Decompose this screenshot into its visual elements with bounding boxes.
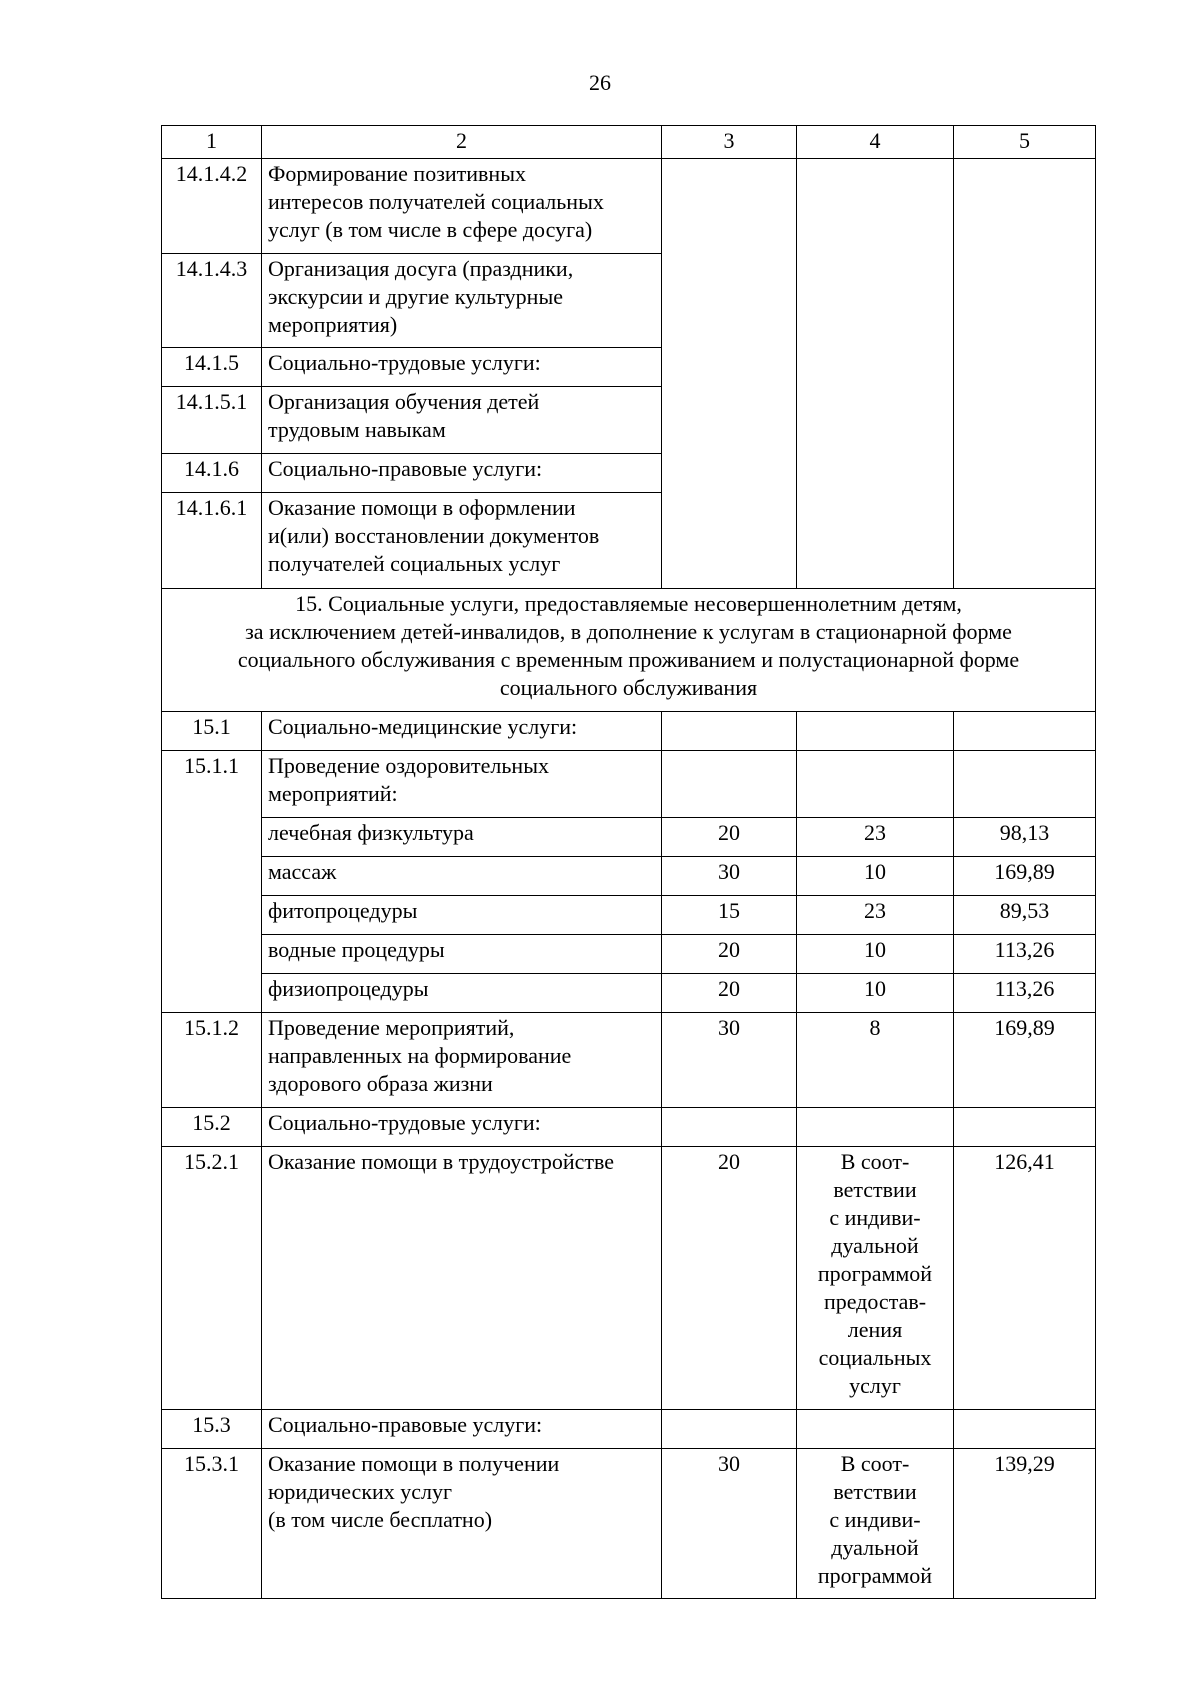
table-row (162, 1147, 1096, 1410)
section-heading-row (162, 589, 1096, 712)
col3-value: 30 (662, 1013, 797, 1108)
procedure-name: массаж (262, 857, 662, 896)
col3-value: 30 (662, 857, 797, 896)
services-table (161, 125, 1096, 1599)
col5-value: 89,53 (954, 896, 1096, 935)
col5-value: 169,89 (954, 857, 1096, 896)
col5-value: 139,29 (954, 1449, 1096, 1599)
empty-cell (797, 1410, 954, 1449)
col4-value: В соот- ветствии с индиви- дуальной программой предостав- ления социальных услуг (797, 1147, 954, 1410)
empty-cell (954, 1108, 1096, 1147)
table-row (162, 1449, 1096, 1599)
col4-value: 23 (797, 896, 954, 935)
procedure-name: лечебная физкультура (262, 818, 662, 857)
col4-value: 10 (797, 935, 954, 974)
empty-cell (662, 159, 797, 589)
empty-cell (954, 159, 1096, 589)
col5-value: 113,26 (954, 935, 1096, 974)
col4-value: 8 (797, 1013, 954, 1108)
column-number-row (162, 126, 1096, 159)
empty-cell (662, 1108, 797, 1147)
table-row (162, 712, 1096, 751)
table-row (162, 974, 1096, 1013)
procedure-name: фитопроцедуры (262, 896, 662, 935)
col3-value: 20 (662, 935, 797, 974)
empty-cell (662, 751, 797, 818)
column-header-1: 1 (162, 126, 262, 159)
row-text: Оказание помощи в оформлении и(или) восстановлении документов получателей социальных услуг (262, 493, 662, 589)
row-text: Оказание помощи в трудоустройстве (262, 1147, 662, 1410)
col4-value: В соот- ветствии с индиви- дуальной программой (797, 1449, 954, 1599)
row-code: 14.1.6.1 (162, 493, 262, 589)
col3-value: 30 (662, 1449, 797, 1599)
empty-cell (662, 1410, 797, 1449)
table-row (162, 1108, 1096, 1147)
row-text: Социально-трудовые услуги: (262, 348, 662, 387)
column-header-3: 3 (662, 126, 797, 159)
col3-value: 20 (662, 818, 797, 857)
empty-cell (797, 159, 954, 589)
row-code: 15.3.1 (162, 1449, 262, 1599)
row-code: 14.1.5.1 (162, 387, 262, 454)
row-code: 15.2 (162, 1108, 262, 1147)
row-text: Социально-правовые услуги: (262, 1410, 662, 1449)
row-text: Проведение мероприятий, направленных на формирование здорового образа жизни (262, 1013, 662, 1108)
col4-value: 10 (797, 974, 954, 1013)
empty-cell (797, 751, 954, 818)
empty-cell (954, 1410, 1096, 1449)
col5-value: 126,41 (954, 1147, 1096, 1410)
row-code: 14.1.6 (162, 454, 262, 493)
section-heading: 15. Социальные услуги, предоставляемые несовершеннолетним детям, за исключением детей-инвалидов, в дополнение к услугам в стационарной форме социального обслуживания с временным проживанием и полустационарной форме социального обслуживания (162, 589, 1096, 712)
column-header-2: 2 (262, 126, 662, 159)
table-row (162, 896, 1096, 935)
row-code: 14.1.4.3 (162, 254, 262, 348)
empty-cell (797, 1108, 954, 1147)
page-number: 26 (589, 70, 611, 95)
row-code: 15.1.2 (162, 1013, 262, 1108)
row-text: Организация досуга (праздники, экскурсии и другие культурные мероприятия) (262, 254, 662, 348)
row-text: Социально-правовые услуги: (262, 454, 662, 493)
row-code: 15.1.1 (162, 751, 262, 1013)
empty-cell (954, 712, 1096, 751)
procedure-name: физиопроцедуры (262, 974, 662, 1013)
table-row (162, 751, 1096, 818)
table-row (162, 1410, 1096, 1449)
row-text: Организация обучения детей трудовым навыкам (262, 387, 662, 454)
empty-cell (797, 712, 954, 751)
table-row (162, 935, 1096, 974)
column-header-4: 4 (797, 126, 954, 159)
col4-value: 23 (797, 818, 954, 857)
col5-value: 113,26 (954, 974, 1096, 1013)
row-text: Социально-медицинские услуги: (262, 712, 662, 751)
column-header-5: 5 (954, 126, 1096, 159)
procedure-name: водные процедуры (262, 935, 662, 974)
table-row (162, 857, 1096, 896)
row-code: 14.1.4.2 (162, 159, 262, 254)
row-code: 15.2.1 (162, 1147, 262, 1410)
table-row (162, 159, 1096, 254)
row-text: Проведение оздоровительных мероприятий: (262, 751, 662, 818)
col5-value: 169,89 (954, 1013, 1096, 1108)
col5-value: 98,13 (954, 818, 1096, 857)
empty-cell (954, 751, 1096, 818)
row-code: 15.1 (162, 712, 262, 751)
col3-value: 20 (662, 1147, 797, 1410)
row-text: Социально-трудовые услуги: (262, 1108, 662, 1147)
col3-value: 20 (662, 974, 797, 1013)
empty-cell (662, 712, 797, 751)
col4-value: 10 (797, 857, 954, 896)
col3-value: 15 (662, 896, 797, 935)
table-row (162, 1013, 1096, 1108)
row-text: Формирование позитивных интересов получателей социальных услуг (в том числе в сфере досуга) (262, 159, 662, 254)
row-code: 14.1.5 (162, 348, 262, 387)
table-row (162, 818, 1096, 857)
row-code: 15.3 (162, 1410, 262, 1449)
row-text: Оказание помощи в получении юридических услуг (в том числе бесплатно) (262, 1449, 662, 1599)
